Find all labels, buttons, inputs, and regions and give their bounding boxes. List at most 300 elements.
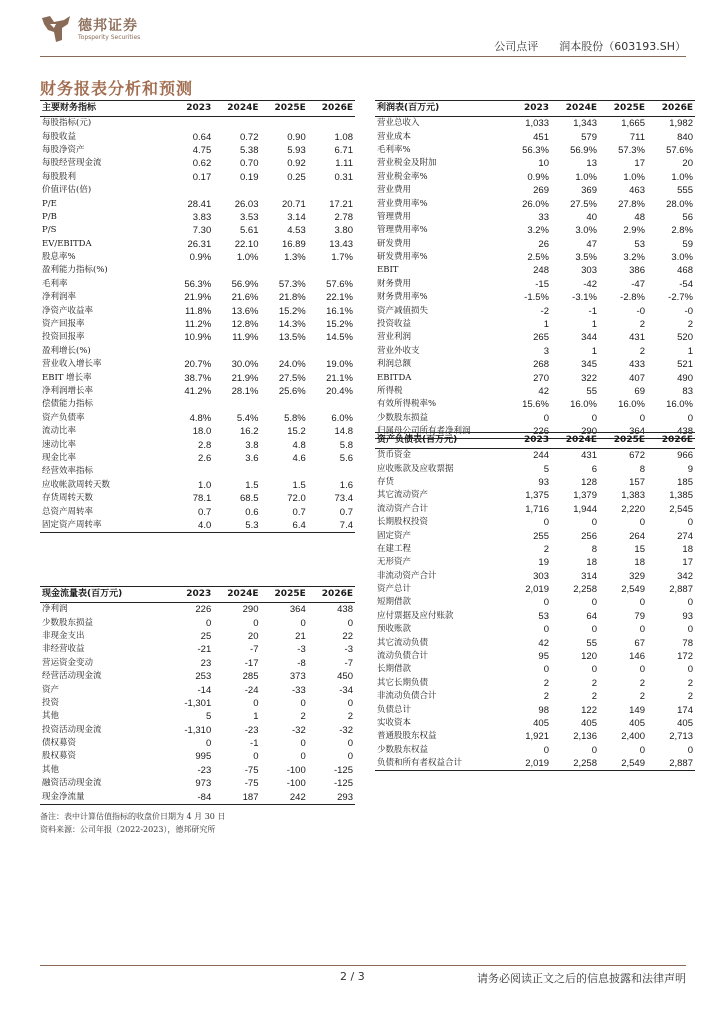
cell-value: 268 (533, 359, 549, 371)
cell-value: 0 (591, 597, 597, 609)
table-row (40, 197, 355, 210)
cell-value: -1.5% (524, 292, 549, 304)
cell-value: 95 (538, 651, 549, 663)
row-label: 每股经营现金流 (42, 158, 102, 169)
cell-value: -8 (297, 657, 306, 669)
cell-value: 1.5 (245, 479, 259, 491)
cell-value: 0 (205, 617, 212, 629)
cell-value: 57.6% (666, 144, 693, 156)
row-label: 长期股权投资 (377, 517, 429, 528)
cell-value (308, 345, 355, 358)
cell-value: 0 (639, 624, 645, 636)
balance-sheet-title: 资产负债表(百万元) (375, 433, 503, 449)
table-row (375, 117, 695, 131)
cell-value: 2.78 (334, 211, 353, 223)
cell-value: -32 (339, 724, 353, 736)
company-name: 润本股份（603193.SH） (559, 40, 686, 53)
cell-value: 15.2% (278, 305, 306, 317)
cell-value (166, 465, 213, 478)
cell-value: 0 (591, 517, 597, 529)
income-statement-title: 利润表(百万元) (375, 101, 503, 117)
cell-value: 322 (581, 372, 597, 384)
cell-value: 1,343 (573, 118, 597, 130)
table-row (40, 750, 355, 763)
cell-value: 405 (533, 718, 549, 729)
note-source: 资料来源：公司年报（2022-2023），德邦研究所 (40, 825, 216, 834)
table-row (40, 465, 355, 478)
row-label: 投资 (42, 697, 60, 708)
cell-value: 0.6 (245, 506, 259, 518)
cell-value: 41.2% (184, 386, 212, 397)
cell-value: 30.0% (231, 359, 259, 371)
cell-value: 19 (538, 557, 549, 569)
cell-value: 5.93 (287, 144, 306, 156)
cell-value: 146 (629, 651, 645, 663)
cell-value: 3.53 (240, 211, 259, 223)
cell-value: 2 (639, 677, 645, 689)
cell-value: -1,301 (184, 697, 212, 709)
cell-value: 11.2% (185, 319, 212, 331)
column-header: 2026E (647, 433, 695, 449)
cell-value: 16.0% (570, 399, 597, 411)
row-label: 盈利增长(%) (42, 345, 91, 356)
table-row (40, 697, 355, 710)
table-row (375, 717, 695, 730)
table-row (40, 211, 355, 224)
row-label: 偿债能力指标 (42, 399, 94, 410)
cell-value: -100 (286, 764, 306, 776)
cell-value: -21 (197, 644, 212, 656)
row-label: 净利润 (42, 604, 68, 615)
cell-value: 0.7 (198, 506, 212, 518)
column-header: 2025E (261, 101, 308, 117)
cell-value: 15 (634, 543, 645, 555)
cell-value: 364 (289, 604, 306, 616)
cell-value: 405 (629, 718, 645, 729)
row-label: 每股净资产 (42, 144, 85, 155)
column-header: 2026E (308, 587, 355, 603)
row-label: 股息率% (42, 252, 76, 263)
cell-value: 269 (533, 185, 549, 197)
cell-value: 20 (682, 158, 693, 170)
cell-value: 6.0% (331, 412, 353, 424)
cell-value: 3.80 (334, 225, 353, 237)
cell-value: 0 (253, 751, 259, 763)
cell-value: -2.8% (620, 292, 645, 304)
cell-value: 120 (581, 651, 597, 663)
cell-value: 4.8% (189, 412, 212, 424)
column-header: 2023 (166, 101, 213, 117)
key-indicators-header-row (40, 101, 355, 117)
cell-value: 26 (538, 238, 549, 250)
row-label: 资产减值损失 (377, 305, 429, 316)
table-row (375, 291, 695, 304)
cell-value: 0 (687, 412, 693, 424)
row-label: 负债总计 (377, 704, 412, 715)
cell-value (166, 264, 213, 277)
cell-value: 0 (687, 597, 693, 609)
cell-value (213, 184, 260, 197)
cell-value (261, 398, 308, 411)
cell-value: 0 (639, 517, 645, 529)
cell-value: 1,033 (525, 118, 549, 130)
cell-value: 2,019 (503, 757, 551, 771)
row-label: 价值评估(倍) (42, 185, 92, 196)
row-label: 其他 (42, 711, 60, 722)
table-row (375, 663, 695, 676)
cell-value: 5.6 (339, 452, 353, 464)
column-header: 2026E (647, 101, 695, 117)
cell-value: 2.8 (198, 439, 212, 451)
cell-value: -3 (344, 644, 353, 656)
cell-value: 0 (591, 744, 597, 756)
cell-value: -14 (197, 684, 212, 696)
cell-value: 0 (687, 744, 693, 756)
cell-value: 1 (591, 319, 597, 331)
cell-value: 17 (682, 557, 693, 569)
table-row (375, 677, 695, 690)
cell-value: 0.31 (334, 171, 353, 183)
cell-value (308, 184, 355, 197)
cell-value: 248 (533, 265, 549, 277)
cell-value: 2,258 (551, 757, 599, 771)
row-label: 每股指标(元) (42, 118, 92, 129)
cell-value: 185 (677, 476, 693, 488)
cell-value: 21.9% (184, 292, 212, 304)
column-header: 2023 (503, 101, 551, 117)
cell-value: 5.8% (284, 412, 306, 424)
row-label: 非经营收益 (42, 644, 85, 655)
cell-value (308, 398, 355, 411)
cell-value (261, 345, 308, 358)
cell-value: 83 (682, 386, 693, 397)
row-label: 财务费用率% (377, 292, 428, 303)
cell-value: 2,258 (573, 584, 597, 596)
cell-value (308, 117, 355, 131)
row-label: 长期借款 (377, 664, 412, 675)
cell-value: 26.0% (522, 198, 549, 210)
brand-logo (40, 14, 200, 46)
cell-value: 0 (205, 738, 212, 750)
row-label: 投资活动现金流 (42, 724, 102, 735)
cell-value: 1,944 (573, 503, 597, 515)
table-row (375, 157, 695, 170)
cell-value: 5.38 (240, 144, 259, 156)
table-row (375, 197, 695, 210)
cell-value: 1 (687, 345, 693, 357)
row-label: 流动比率 (42, 426, 77, 437)
report-type: 公司点评 (494, 40, 539, 53)
row-label: 营业税金及附加 (377, 158, 437, 169)
table-row (375, 385, 695, 398)
cell-value: 1.0% (236, 252, 259, 264)
cell-value: 14.3% (278, 319, 306, 331)
row-label: 其它流动负债 (377, 637, 429, 648)
column-header: 2025E (599, 433, 647, 449)
table-row (375, 476, 695, 489)
cell-value: -42 (583, 278, 597, 290)
cell-value: -1 (588, 305, 597, 317)
cell-value: -7 (344, 657, 353, 669)
cell-value: -100 (286, 778, 306, 790)
cell-value: 16.0% (618, 399, 645, 411)
cell-value: 17.21 (329, 198, 353, 210)
table-row (375, 596, 695, 609)
row-label: 总资产周转率 (42, 506, 94, 517)
table-row (375, 211, 695, 224)
table-row (40, 657, 355, 670)
cell-value: 1.08 (334, 131, 353, 143)
cell-value: 2,136 (573, 731, 597, 743)
cell-value: -24 (244, 684, 259, 696)
cell-value: 21.1% (326, 372, 353, 384)
column-header: 2026E (308, 101, 355, 117)
cell-value: 290 (242, 604, 259, 616)
cell-value (213, 398, 260, 411)
table-row (40, 130, 355, 143)
cell-value: -23 (244, 724, 259, 736)
cell-value: 2 (543, 691, 549, 703)
cell-value: 27.5% (278, 372, 306, 384)
column-header: 2024E (213, 587, 260, 603)
cell-value: 21 (295, 630, 306, 642)
cell-value: 995 (195, 751, 212, 763)
cell-value: 265 (533, 332, 549, 344)
row-label: 净利润增长率 (42, 386, 94, 396)
row-label: 投资收益 (377, 319, 412, 330)
cell-value: 1,716 (525, 503, 549, 515)
cell-value: 6.4 (261, 519, 308, 533)
cell-value: 463 (629, 185, 645, 197)
cell-value (261, 465, 308, 478)
cell-value: 59 (682, 238, 693, 250)
row-label: 非流动负债合计 (377, 691, 437, 702)
cell-value: 0.64 (192, 131, 212, 143)
cell-value: 672 (629, 450, 645, 462)
cell-value: 21.8% (278, 292, 306, 304)
cell-value: -84 (166, 790, 213, 804)
cell-value: 0 (300, 751, 306, 763)
cell-value: 490 (677, 372, 693, 384)
cell-value: 7.30 (192, 225, 212, 237)
cell-value: 8 (591, 543, 597, 555)
table-row (375, 703, 695, 716)
row-label: 存货 (377, 476, 395, 487)
cell-value: 26.31 (187, 238, 212, 250)
cell-value: 2 (543, 677, 549, 689)
cell-value: 0 (300, 617, 306, 629)
cell-value: 2 (639, 319, 645, 331)
cell-value: 373 (289, 671, 306, 683)
row-label: 其它长期负债 (377, 677, 429, 688)
brand-name-en: Topsperity Securities (78, 34, 141, 41)
row-label: 财务费用 (377, 278, 412, 289)
row-label: EBIT 增长率 (42, 372, 92, 383)
table-row (375, 503, 695, 516)
row-label: 少数股东权益 (377, 744, 429, 755)
cell-value: -32 (292, 724, 306, 736)
cell-value: 0 (253, 617, 259, 629)
row-label: 归属母公司所有者净利润 (375, 425, 503, 439)
cell-value (166, 398, 213, 411)
cell-value: 2.5% (527, 252, 549, 264)
cell-value: 2 (687, 691, 693, 703)
cell-value: 0 (687, 517, 693, 529)
cell-value: -0 (636, 305, 645, 317)
cell-value: 22.1% (326, 292, 353, 304)
row-label: 研发费用率% (377, 252, 428, 263)
cell-value: 13.5% (278, 332, 306, 344)
cell-value: 345 (581, 359, 597, 371)
table-row (375, 570, 695, 583)
table-row (40, 304, 355, 317)
cell-value: 1.0 (198, 479, 212, 491)
cell-value: 11.9% (232, 332, 259, 344)
row-label: 少数股东损益 (42, 617, 94, 628)
cell-value: 1,982 (669, 118, 693, 130)
cell-value: 157 (629, 476, 645, 488)
footer-divider (40, 965, 686, 966)
cell-value: 42 (538, 386, 549, 397)
row-label: P/S (42, 225, 57, 236)
cell-value: 22 (342, 630, 353, 642)
cell-value: 18.0 (192, 426, 212, 438)
cell-value: 0.70 (240, 158, 259, 170)
cell-value: 3 (543, 345, 549, 357)
column-header: 2024E (551, 101, 599, 117)
brand-name-cn: 德邦证券 (78, 18, 138, 34)
bull-logo-icon (40, 14, 72, 44)
cell-value: 364 (599, 425, 647, 439)
row-label: 现金比率 (42, 452, 77, 463)
cell-value: 1,375 (525, 490, 549, 502)
cell-value: 14.5% (326, 332, 353, 344)
cell-value: 3.2% (527, 225, 549, 237)
row-label: 货币资金 (377, 450, 412, 461)
cell-value: 12.8% (231, 319, 259, 331)
cell-value: 0 (543, 597, 549, 609)
row-label: 所得税 (377, 386, 403, 396)
cell-value: 0 (347, 738, 353, 750)
row-label: 管理费用 (377, 211, 412, 222)
table-row (40, 238, 355, 251)
row-label: 其他 (42, 764, 60, 775)
row-label: 融资活动现金流 (42, 778, 102, 789)
cell-value: 55 (586, 637, 597, 649)
cell-value: 255 (533, 530, 549, 542)
row-label: 资产总计 (377, 584, 412, 595)
cell-value: 2,545 (669, 503, 693, 515)
cell-value: 2.8% (671, 225, 693, 237)
cell-value: 3.2% (623, 252, 645, 264)
cell-value: 53 (538, 610, 549, 622)
cell-value: 314 (581, 570, 597, 582)
cell-value: 5 (205, 711, 212, 723)
cell-value: 555 (677, 185, 693, 197)
table-row (40, 616, 355, 629)
cell-value: 14.8 (334, 426, 353, 438)
cell-value: 33 (538, 211, 549, 223)
cell-value: 468 (677, 265, 693, 277)
cell-value: 18 (634, 557, 645, 569)
cell-value: 23 (200, 657, 212, 669)
table-row (375, 623, 695, 636)
cell-value: 55 (586, 386, 597, 397)
table-row (375, 371, 695, 384)
cell-value: 21.9% (231, 372, 259, 384)
cell-value: 2 (639, 345, 645, 357)
cell-value: 579 (581, 131, 597, 143)
cell-value: -47 (631, 278, 645, 290)
cell-value: 8 (639, 463, 645, 475)
cell-value: 2,549 (621, 584, 645, 596)
row-label: P/E (42, 198, 57, 209)
row-label: 营业利润 (377, 332, 412, 343)
cell-value: 1.7% (331, 252, 353, 264)
row-label: 负债和所有者权益合计 (375, 757, 503, 771)
table-row (375, 398, 695, 411)
cell-value: 0 (687, 664, 693, 676)
cell-value: 4.75 (192, 144, 212, 156)
cell-value: 1.0% (575, 171, 597, 183)
cell-value: 0 (347, 617, 353, 629)
row-label: 应收帐款周转天数 (42, 479, 111, 490)
table-row (375, 449, 695, 463)
cell-value: 840 (677, 131, 693, 143)
cell-value: 10.9% (184, 332, 212, 344)
table-row (375, 650, 695, 663)
cell-value: -54 (679, 278, 693, 290)
table-row (375, 130, 695, 143)
cell-value (166, 345, 213, 358)
cell-value: 3.83 (192, 211, 212, 223)
key-indicators-title: 主要财务指标 (40, 101, 166, 117)
cell-value: 521 (677, 359, 693, 371)
table-row (40, 345, 355, 358)
cell-value: 27.8% (618, 198, 645, 210)
table-row (40, 358, 355, 371)
cell-value: 21.6% (231, 292, 259, 304)
income-statement-table (375, 100, 695, 439)
cell-value: 28.41 (187, 198, 212, 210)
row-label: 盈利能力指标(%) (42, 265, 108, 276)
cell-value: -23 (197, 764, 212, 776)
cell-value: 0.17 (192, 171, 212, 183)
cell-value: 405 (581, 718, 597, 729)
row-label: 资产 (42, 684, 60, 695)
row-label: 在建工程 (377, 543, 412, 554)
cell-value: 2.9% (623, 225, 645, 237)
cell-value: -125 (333, 764, 353, 776)
row-label: 利润总额 (377, 359, 412, 370)
row-label: P/B (42, 211, 57, 222)
header-divider (40, 56, 686, 57)
table-row (40, 505, 355, 518)
cell-value: 40 (586, 211, 597, 223)
cell-value: 2,887 (669, 584, 693, 596)
cell-value: 187 (213, 790, 260, 804)
cell-value: 0 (639, 664, 645, 676)
row-label: 非现金支出 (42, 630, 85, 641)
cell-value: -15 (535, 278, 549, 290)
cell-value: 0.9% (527, 171, 549, 183)
row-label: 营业税金率% (377, 171, 428, 182)
table-row (40, 710, 355, 723)
cell-value: 13 (586, 158, 597, 170)
table-row (40, 331, 355, 344)
cell-value (213, 465, 260, 478)
cell-value: -3.1% (572, 292, 597, 304)
